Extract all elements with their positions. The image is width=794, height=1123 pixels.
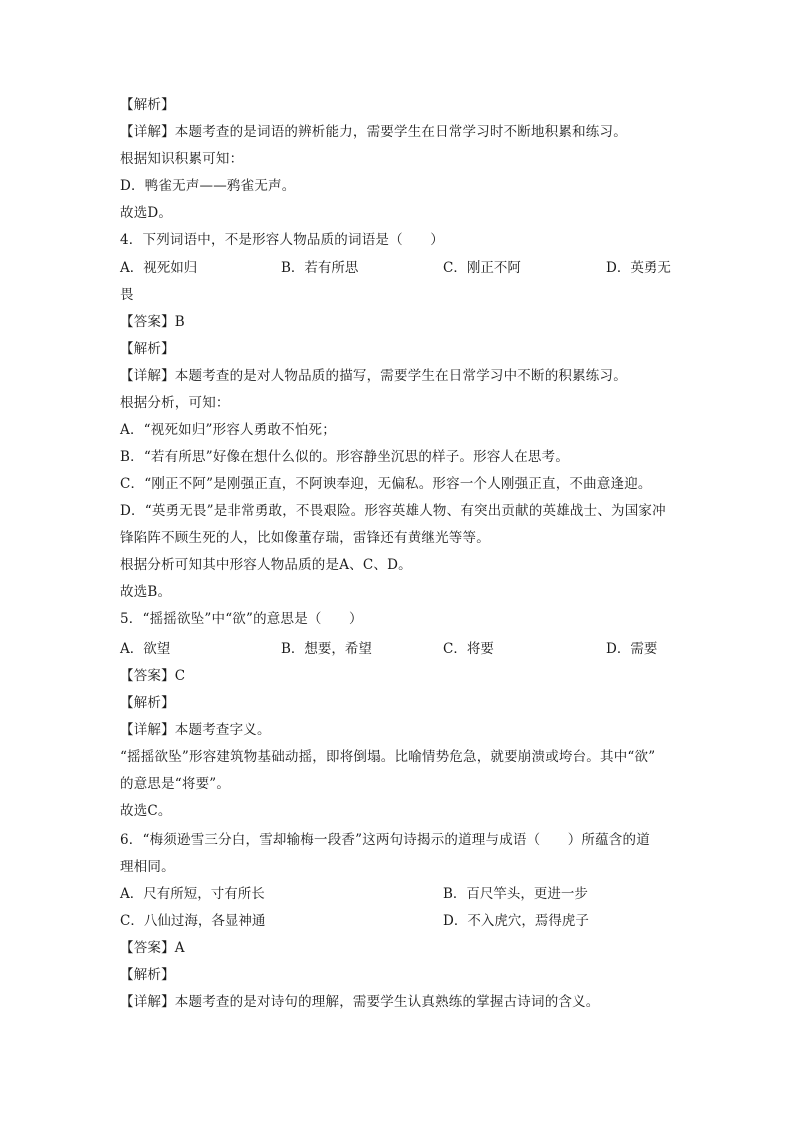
text-line: 根据知识积累可知： [120,151,244,167]
text-line: 【解析】 [120,97,175,113]
answer-label: 【答案】B [120,314,185,330]
text-line: C．“刚正不阿”是刚强正直，不阿谀奉迎，无偏私。形容一个人刚强正直，不曲意逢迎。 [120,476,652,492]
q5-option-b: B．想要，希望 [281,641,372,657]
q4-option-c: C．刚正不阿 [443,260,521,276]
answer-label: 【答案】A [120,940,185,956]
text-line: 畏 [120,287,134,303]
text-line: 故选D。 [120,205,173,221]
text-line: 锋陷阵不顾生死的人，比如像董存瑞，雷锋还有黄继光等等。 [120,530,490,546]
question-6: 6．“梅须逊雪三分白，雪却输梅一段香”这两句诗揭示的道理与成语（ ）所蕴含的道 [120,832,650,848]
text-line: 【详解】本题考查的是对人物品质的描写，需要学生在日常学习中不断的积累练习。 [120,368,627,384]
text-line: D．“英勇无畏”是非常勇敢，不畏艰险。形容英雄人物、有突出贡献的英雄战士、为国家冲 [120,503,666,519]
text-line: 根据分析，可知： [120,395,230,411]
q4-option-a: A．视死如归 [120,260,198,276]
text-line: 的意思是“将要”。 [120,776,231,792]
text-line: 根据分析可知其中形容人物品质的是A、C、D。 [120,557,412,573]
text-line: 【解析】 [120,341,175,357]
text-line: 【解析】 [120,967,175,983]
text-line: 故选B。 [120,584,172,600]
text-line: 【详解】本题考查的是对诗句的理解，需要学生认真熟练的掌握古诗词的含义。 [120,994,600,1010]
q6-option-a: A．尺有所短，寸有所长 [120,886,265,902]
text-line: 故选C。 [120,803,172,819]
q4-option-b: B．若有所思 [281,260,359,276]
text-line: 【详解】本题考查字义。 [120,722,271,738]
text-line: D．鸭雀无声——鸦雀无声。 [120,178,296,194]
text-line: A．“视死如归”形容人勇敢不怕死； [120,422,336,438]
q5-option-d: D．需要 [606,641,658,657]
answer-label: 【答案】C [120,668,186,684]
text-line: 【详解】本题考查的是词语的辨析能力，需要学生在日常学习时不断地积累和练习。 [120,124,627,140]
question-4: 4．下列词语中，不是形容人物品质的词语是（ ） [120,232,444,248]
text-line: “摇摇欲坠”形容建筑物基础动摇，即将倒塌。比喻情势危急，就要崩溃或垮台。其中“欲” [120,749,656,765]
q5-option-c: C．将要 [443,641,494,657]
text-line: B．“若有所思”好像在想什么似的。形容静坐沉思的样子。形容人在思考。 [120,449,570,465]
q6-option-b: B．百尺竿头，更进一步 [443,886,588,902]
q6-option-c: C．八仙过海，各显神通 [120,913,266,929]
q4-option-d: D．英勇无 [606,260,671,276]
text-line: 【解析】 [120,695,175,711]
q6-option-d: D．不入虎穴，焉得虎子 [443,913,589,929]
question-5: 5．“摇摇欲坠”中“欲”的意思是（ ） [120,611,363,627]
q5-option-a: A．欲望 [120,641,171,657]
text-line: 理相同。 [120,859,175,875]
